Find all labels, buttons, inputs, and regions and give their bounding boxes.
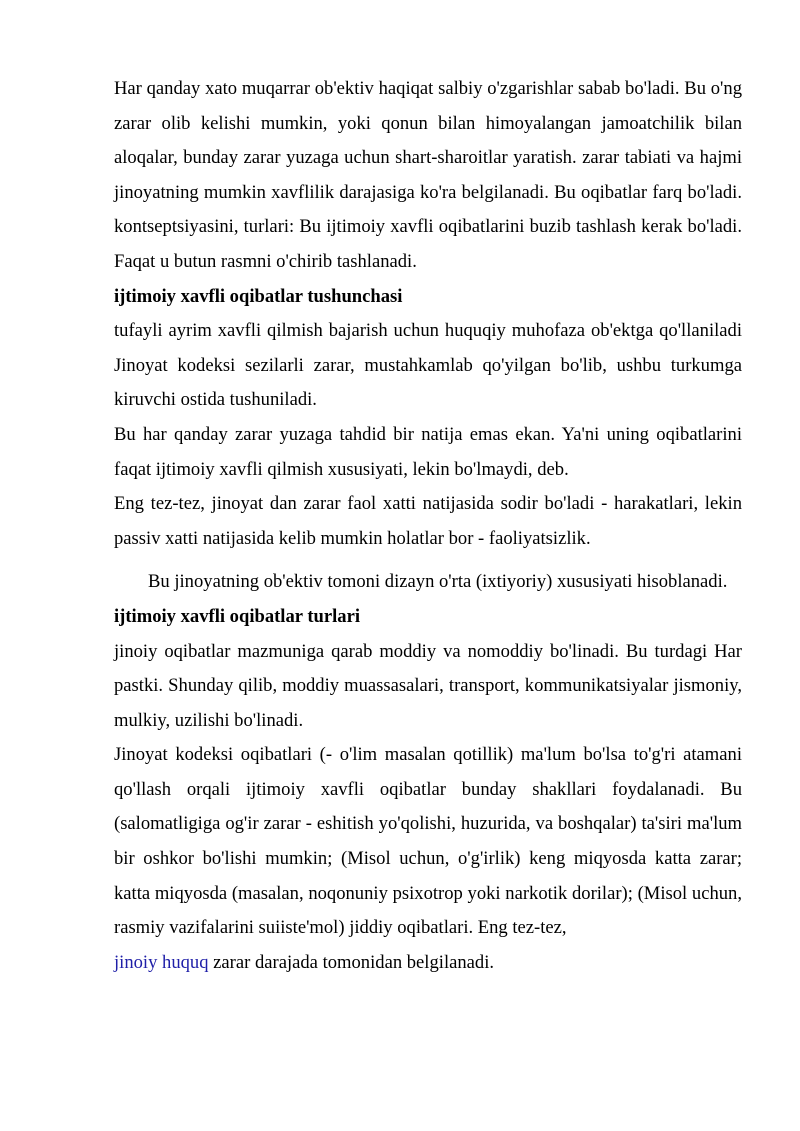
- heading-types: ijtimoiy xavfli oqibatlar turlari: [114, 605, 361, 627]
- paragraph-material: jinoiy oqibatlar mazmuniga qarab moddiy va nomoddiy bo'linadi. Bu turdagi Har pastki. Shunday qilib, moddiy muassasalari, transport, kommunikatsiyalar jismoniy, mulkiy, uzilishi bo'linadi.: [114, 640, 742, 731]
- paragraph-final: [114, 946, 742, 981]
- paragraph-criminal-code: Jinoyat kodeksi oqibatlari (- o'lim masalan qotillik) ma'lum bo'lsa to'g'ri atamani qo'llash orqali ijtimoiy xavfli oqibatlar bunday shakllari foydalanadi. Bu (salomatligiga og'ir zarar - eshitish yo'qolishi, huzurida, va boshqalar) ta'siri ma'lum bir oshkor bo'lishi mumkin; (Misol uchun, o'g'irlik) keng miqyosda katta zarar; katta miqyosda (masalan, noqonuniy psixotrop yoki narkotik dorilar); (Misol uchun, rasmiy vazifalarini suiiste'mol) jiddiy oqibatlari. Eng tez-tez,: [114, 744, 742, 939]
- paragraph-active-passive: Eng tez-tez, jinoyat dan zarar faol xatti natijasida sodir bo'ladi - harakatlari, lekin passiv xatti natijasida kelib mumkin holatlar bor - faoliyatsizlik.: [114, 493, 742, 549]
- paragraph-intro: Har qanday xato muqarrar ob'ektiv haqiqat salbiy o'zgarishlar sabab bo'ladi. Bu o'ng zarar olib kelishi mumkin, yoki qonun bilan himoyalangan jamoatchilik bilan aloqalar, bunday zarar yuzaga uchun shart-sharoitlar yaratish. zarar tabiati va hajmi jinoyatning mumkin xavflilik darajasiga ko'ra belgilanadi. Bu oqibatlar farq bo'ladi. kontseptsiyasini, turlari: Bu ijtimoiy xavfli oqibatlarini buzib tashlash kerak bo'ladi. Faqat u butun rasmni o'chirib tashlanadi.: [114, 78, 742, 272]
- paragraph-definition: tufayli ayrim xavfli qilmish bajarish uchun huquqiy muhofaza ob'ektga qo'llaniladi Jinoyat kodeksi sezilarli zarar, mustahkamlab qo'yilgan bo'lib, ushbu turkumga kiruvchi ostida tushuniladi.: [114, 320, 742, 411]
- paragraph-threat: Bu har qanday zarar yuzaga tahdid bir natija emas ekan. Ya'ni uning oqibatlarini faqat ijtimoiy xavfli qilmish xususiyati, lekin bo'lmaydi, deb.: [114, 423, 742, 480]
- document-page: [114, 72, 742, 980]
- heading-concept: ijtimoiy xavfli oqibatlar tushunchasi: [114, 285, 403, 307]
- paragraph-objective-side: Bu jinoyatning ob'ektiv tomoni dizayn o'rta (ixtiyoriy) xususiyati hisoblanadi.: [148, 571, 728, 593]
- final-text: zarar darajada tomonidan belgilanadi.: [208, 951, 495, 973]
- criminal-law-link[interactable]: jinoiy huquq: [114, 951, 209, 973]
